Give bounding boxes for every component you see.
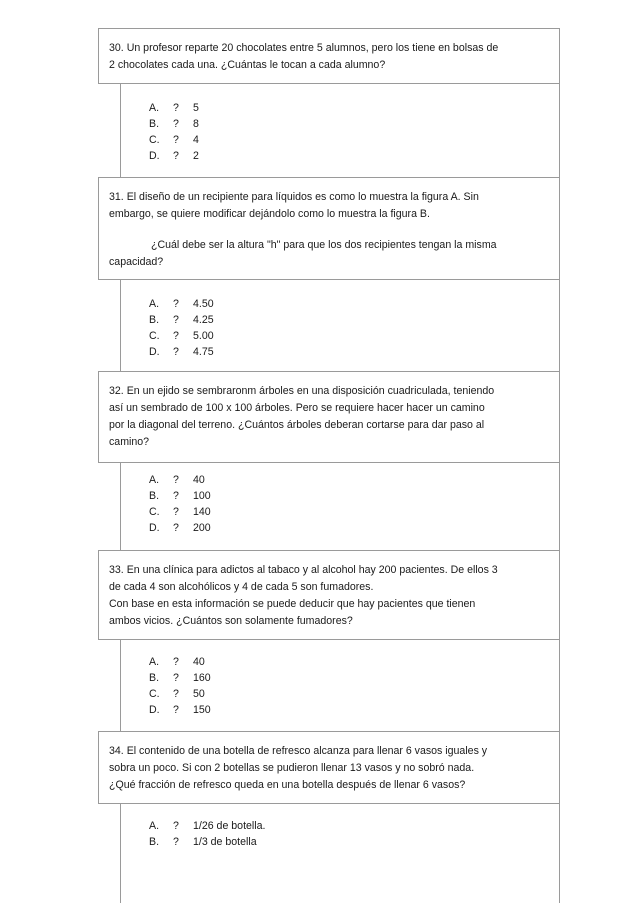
option-marker: ? [173,836,179,848]
answers-34-box [120,804,560,903]
option-text: 40 [193,656,205,668]
option-32-c[interactable] [149,504,211,520]
option-marker: ? [173,298,179,310]
option-letter: A. [149,820,160,832]
option-30-d[interactable] [149,148,199,164]
question-31-box [98,177,560,280]
option-marker: ? [173,506,179,518]
option-text: 100 [193,490,211,502]
option-letter: C. [149,134,160,146]
option-text: 40 [193,474,205,486]
question-34-box [98,731,560,804]
option-marker: ? [173,346,179,358]
option-letter: C. [149,688,160,700]
answers-31-box [120,280,560,371]
option-text: 2 [193,150,199,162]
option-31-d[interactable] [149,344,214,360]
question-30-text: 30. Un profesor reparte 20 chocolates entre 5 alumnos, pero los tiene en bolsas de 2 chocolates cada una. ¿Cuántas le tocan a cada alumno? [109,42,499,71]
option-31-a[interactable] [149,296,214,312]
option-31-c[interactable] [149,328,214,344]
option-text: 4.25 [193,314,214,326]
option-text: 140 [193,506,211,518]
option-marker: ? [173,134,179,146]
option-33-a[interactable] [149,654,211,670]
option-34-a[interactable] [149,818,265,834]
option-32-d[interactable] [149,520,211,536]
option-33-c[interactable] [149,686,211,702]
option-letter: A. [149,102,160,114]
option-letter: B. [149,672,160,684]
option-30-a[interactable] [149,100,199,116]
option-marker: ? [173,704,179,716]
question-32-text: 32. En un ejido se sembraronm árboles en una disposición cuadriculada, teniendo así un sembrado de 100 x 100 árboles. Pero se requiere hacer hacer un camino por la diagonal del terreno. ¿Cuántos árboles deberan cortarse para dar paso al camino? [109,385,495,448]
option-letter: A. [149,298,160,310]
option-marker: ? [173,490,179,502]
option-marker: ? [173,688,179,700]
answers-33-box [120,640,560,731]
question-33-box [98,550,560,640]
answers-30-box [120,84,560,177]
option-letter: D. [149,346,160,358]
option-marker: ? [173,118,179,130]
option-letter: D. [149,522,160,534]
option-text: 8 [193,118,199,130]
option-letter: B. [149,314,160,326]
option-letter: C. [149,330,160,342]
option-30-c[interactable] [149,132,199,148]
option-32-b[interactable] [149,488,211,504]
option-marker: ? [173,314,179,326]
option-marker: ? [173,150,179,162]
option-33-b[interactable] [149,670,211,686]
question-33-text: 33. En una clínica para adictos al tabaco y al alcohol hay 200 pacientes. De ellos 3 de cada 4 son alcohólicos y 4 de cada 5 son fumadores. Con base en esta información se puede deducir que hay pacientes que tienen ambos vicios. ¿Cuántos son solamente fumadores? [109,564,498,627]
option-marker: ? [173,820,179,832]
option-letter: D. [149,704,160,716]
option-text: 4.50 [193,298,214,310]
option-letter: D. [149,150,160,162]
answers-32-box [120,463,560,550]
option-marker: ? [173,474,179,486]
option-34-b[interactable] [149,834,265,850]
option-31-b[interactable] [149,312,214,328]
option-letter: A. [149,656,160,668]
option-text: 200 [193,522,211,534]
question-34-text: 34. El contenido de una botella de refresco alcanza para llenar 6 vasos iguales y sobra un poco. Si con 2 botellas se pudieron llenar 13 vasos y no sobró nada. ¿Qué fracción de refresco queda en una botella después de llenar 6 vasos? [109,745,488,791]
option-text: 160 [193,672,211,684]
option-letter: A. [149,474,160,486]
option-letter: C. [149,506,160,518]
option-text: 50 [193,688,205,700]
option-text: 1/3 de botella [193,836,257,848]
option-marker: ? [173,330,179,342]
option-text: 4.75 [193,346,214,358]
option-marker: ? [173,656,179,668]
option-32-a[interactable] [149,472,211,488]
question-31-text: 31. El diseño de un recipiente para líquidos es como lo muestra la figura A. Sin embargo, se quiere modificar dejándolo como lo muestra la figura B. ¿Cuál debe ser la altura "h" para que los dos recipientes tengan la misma capacidad? [109,191,497,268]
option-marker: ? [173,672,179,684]
option-marker: ? [173,522,179,534]
option-text: 5.00 [193,330,214,342]
question-30-box [98,28,560,84]
option-letter: B. [149,836,160,848]
option-marker: ? [173,102,179,114]
option-text: 4 [193,134,199,146]
option-30-b[interactable] [149,116,199,132]
option-text: 5 [193,102,199,114]
option-text: 150 [193,704,211,716]
option-letter: B. [149,490,160,502]
question-32-box [98,371,560,463]
option-33-d[interactable] [149,702,211,718]
option-text: 1/26 de botella. [193,820,266,832]
option-letter: B. [149,118,160,130]
